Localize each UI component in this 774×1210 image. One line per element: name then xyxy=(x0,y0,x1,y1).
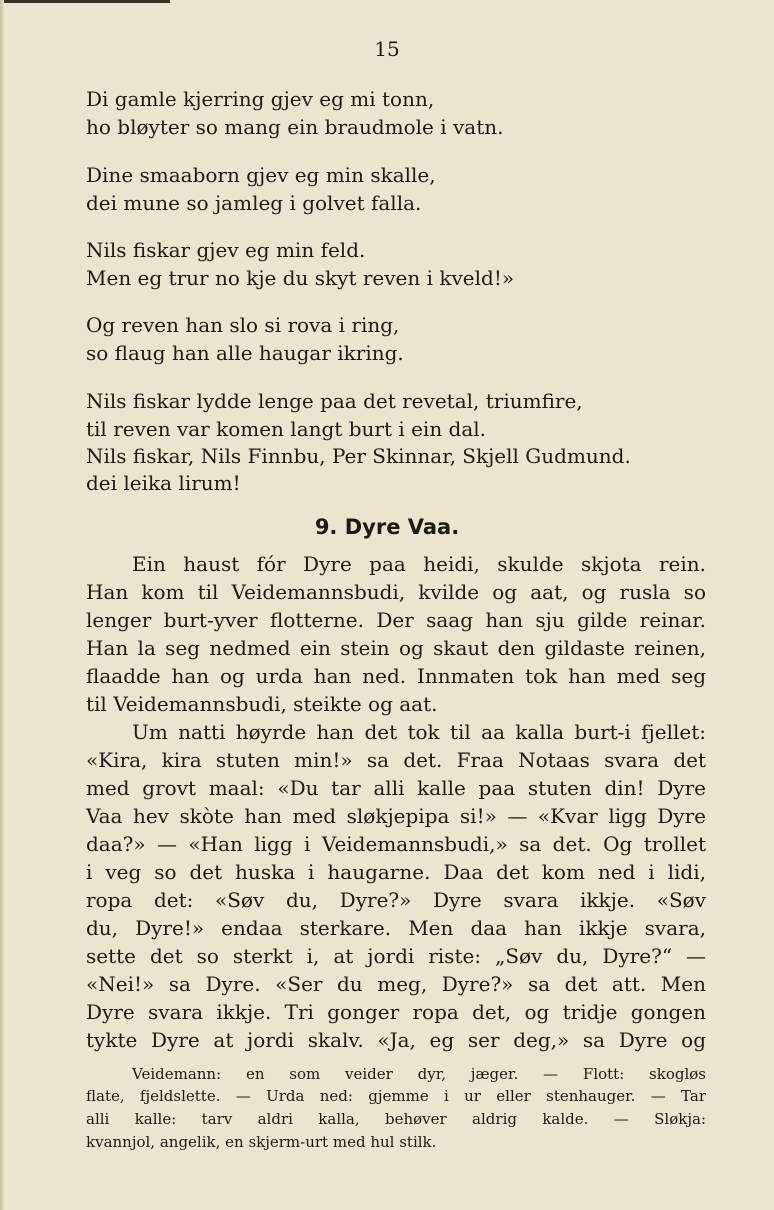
verse-line: Dine smaaborn gjev eg min skalle, xyxy=(86,163,436,187)
footnote-line: alli kalle: tarv aldri kalla, behøver aldrig kalde. — Sløkja: xyxy=(86,1110,706,1128)
prose-line: Ein haust fór Dyre paa heidi, skulde skjota rein. xyxy=(132,552,706,576)
verse-line: dei leika lirum! xyxy=(86,471,241,495)
prose-line: «Kira, kira stuten min!» sa det. Fraa Notaas svara det xyxy=(86,748,706,772)
prose-line: «Nei!» sa Dyre. «Ser du meg, Dyre?» sa det att. Men xyxy=(86,972,706,996)
verse-line: til reven var komen langt burt i ein dal. xyxy=(86,417,487,441)
prose-line: sette det so sterkt i, at jordi riste: „Søv du, Dyre?“ — xyxy=(86,944,706,968)
footnote-line: Veidemann: en som veider dyr, jæger. — Flott: skogløs xyxy=(132,1065,706,1083)
footnote-line: flate, fjeldslette. — Urda ned: gjemme i ur eller stenhauger. — Tar xyxy=(86,1087,706,1105)
page-top-rule xyxy=(0,0,170,3)
prose-line: Um natti høyrde han det tok til aa kalla burt-i fjellet: xyxy=(132,720,706,744)
prose-line: flaadde han og urda han ned. Innmaten tok han med seg xyxy=(86,664,706,688)
verse-line: Nils fiskar, Nils Finnbu, Per Skinnar, Skjell Gudmund. xyxy=(86,444,631,468)
prose-line: tykte Dyre at jordi skalv. «Ja, eg ser deg,» sa Dyre og xyxy=(86,1028,706,1052)
prose-line: til Veidemannsbudi, steikte og aat. xyxy=(86,692,438,716)
prose-line: Dyre svara ikkje. Tri gonger ropa det, og tridje gongen xyxy=(86,1000,706,1024)
verse-line: Di gamle kjerring gjev eg mi tonn, xyxy=(86,87,435,111)
verse-line: so flaug han alle haugar ikring. xyxy=(86,341,404,365)
verse-line: Men eg trur no kje du skyt reven i kveld!» xyxy=(86,266,515,290)
verse-line: Nils fiskar gjev eg min feld. xyxy=(86,238,366,262)
prose-line: daa?» — «Han ligg i Veidemannsbudi,» sa det. Og trollet xyxy=(86,832,706,856)
page-number: 15 xyxy=(374,37,400,61)
page-left-edge xyxy=(0,0,4,1210)
prose-line: Vaa hev skòte han med sløkjepipa si!» — «Kvar ligg Dyre xyxy=(86,804,706,828)
verse-line: dei mune so jamleg i golvet falla. xyxy=(86,191,422,215)
verse-line: Nils fiskar lydde lenge paa det revetal, triumfire, xyxy=(86,389,583,413)
prose-line: Han la seg nedmed ein stein og skaut den gildaste reinen, xyxy=(86,636,706,660)
prose-line: med grovt maal: «Du tar alli kalle paa stuten din! Dyre xyxy=(86,776,706,800)
footnote-line: kvannjol, angelik, en skjerm-urt med hul stilk. xyxy=(86,1133,437,1151)
verse-line: ho bløyter so mang ein braudmole i vatn. xyxy=(86,115,504,139)
section-heading: 9. Dyre Vaa. xyxy=(314,515,460,539)
prose-line: ropa det: «Søv du, Dyre?» Dyre svara ikkje. «Søv xyxy=(86,888,706,912)
prose-line: lenger burt-yver flotterne. Der saag han sju gilde reinar. xyxy=(86,608,706,632)
prose-line: du, Dyre!» endaa sterkare. Men daa han ikkje svara, xyxy=(86,916,706,940)
prose-line: Han kom til Veidemannsbudi, kvilde og aat, og rusla so xyxy=(86,580,706,604)
verse-line: Og reven han slo si rova i ring, xyxy=(86,313,400,337)
prose-line: i veg so det huska i haugarne. Daa det kom ned i lidi, xyxy=(86,860,706,884)
